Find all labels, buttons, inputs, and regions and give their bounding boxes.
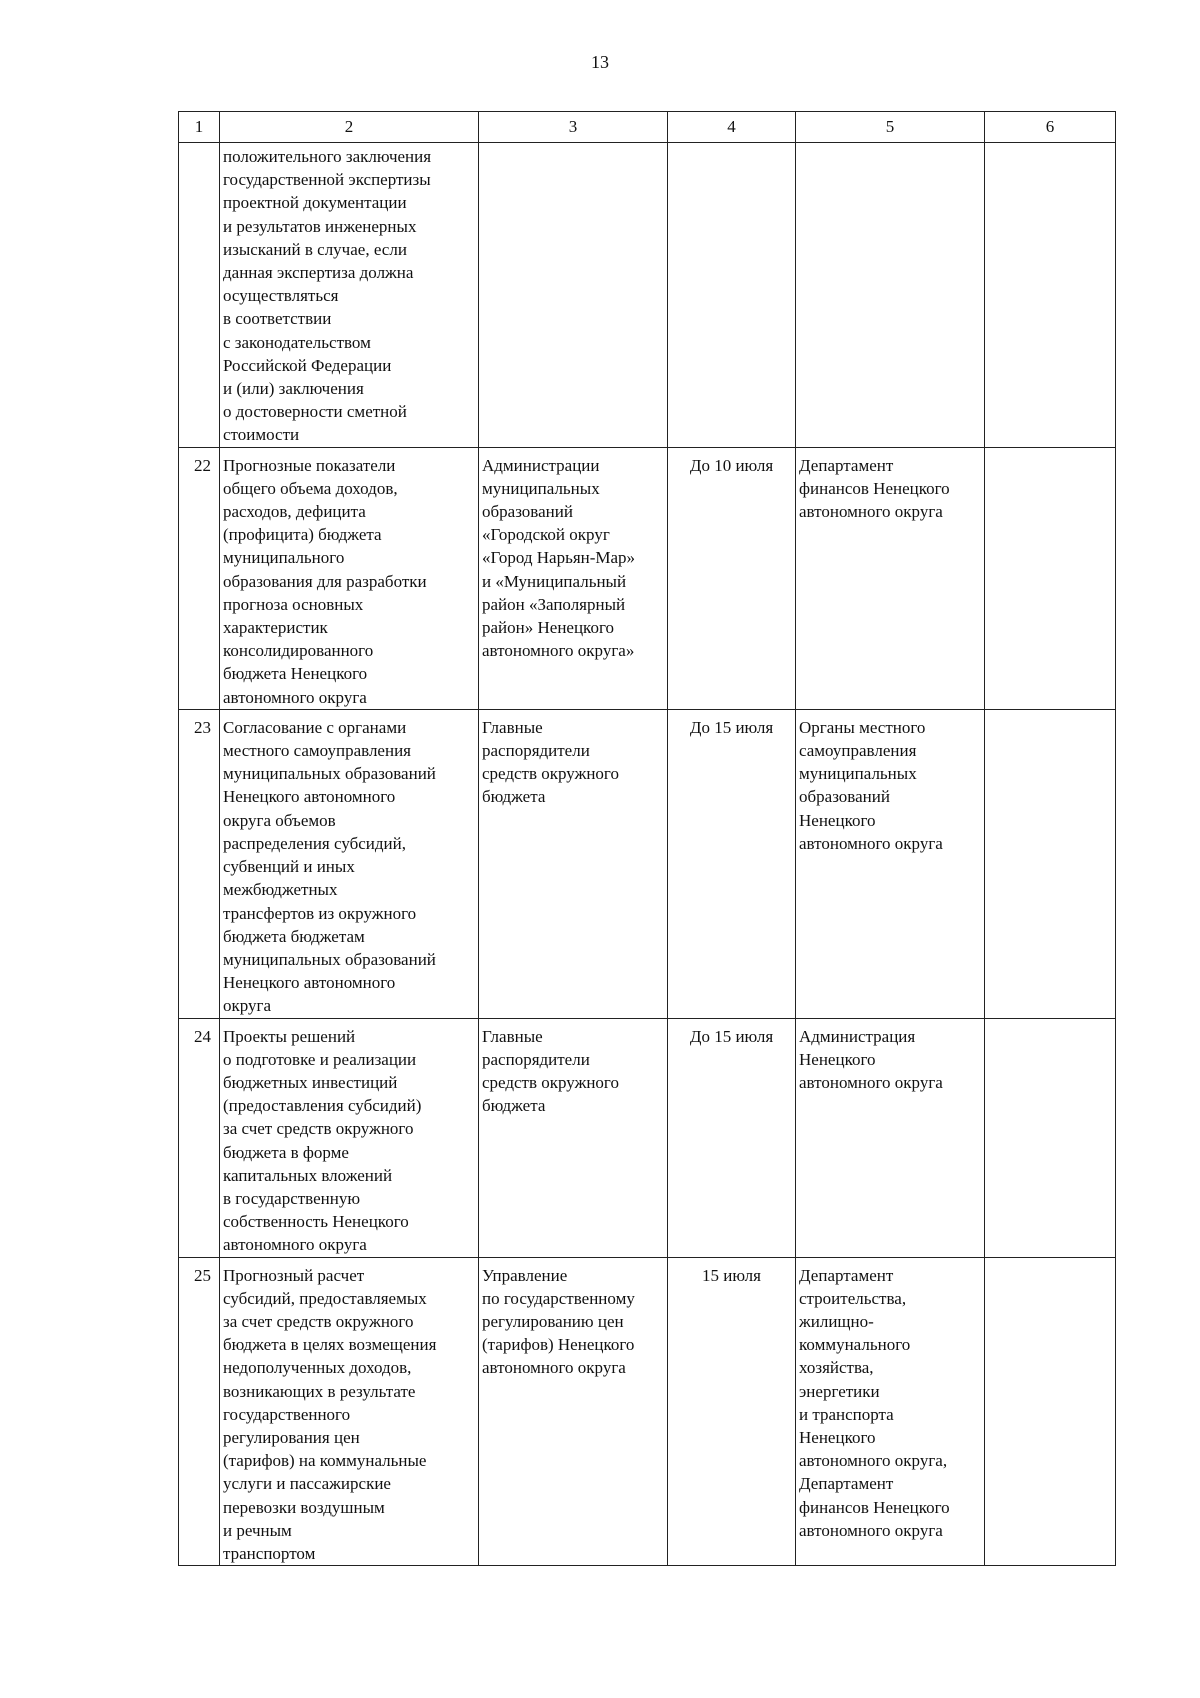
event-cell: Согласование с органами местного самоуправления муниципальных образований Ненецкого автономного округа объемов распределения субсидий, субвенций и иных межбюджетных трансфертов из окружного бюджета бюджетам муниципальных образований Ненецкого автономного округа bbox=[220, 709, 479, 1018]
deadline-cell: До 15 июля bbox=[668, 709, 796, 1018]
row-number: 24 bbox=[179, 1018, 220, 1257]
event-cell: Проекты решений о подготовке и реализации бюджетных инвестиций (предоставления субсидий) за счет средств окружного бюджета в форме капитальных вложений в государственную собственность Ненецкого автономного округа bbox=[220, 1018, 479, 1257]
note-cell bbox=[985, 143, 1116, 448]
deadline-cell: 15 июля bbox=[668, 1257, 796, 1566]
row-number: 25 bbox=[179, 1257, 220, 1566]
deadline-cell: До 10 июля bbox=[668, 447, 796, 709]
recipient-cell: Департамент строительства, жилищно- коммунального хозяйства, энергетики и транспорта Ненецкого автономного округа, Департамент финансов Ненецкого автономного округа bbox=[796, 1257, 985, 1566]
column-header-3: 3 bbox=[479, 112, 668, 143]
page-number: 13 bbox=[591, 52, 609, 72]
event-cell: Прогнозный расчет субсидий, предоставляемых за счет средств окружного бюджета в целях возмещения недополученных доходов, возникающих в результате государственного регулирования цен (тарифов) на коммунальные услуги и пассажирские перевозки воздушным и речным транспортом bbox=[220, 1257, 479, 1566]
recipient-cell: Департамент финансов Ненецкого автономного округа bbox=[796, 447, 985, 709]
source-cell: Главные распорядители средств окружного бюджета bbox=[479, 1018, 668, 1257]
recipient-cell bbox=[796, 143, 985, 448]
row-number bbox=[179, 143, 220, 448]
source-cell: Управление по государственному регулированию цен (тарифов) Ненецкого автономного округа bbox=[479, 1257, 668, 1566]
row-number: 22 bbox=[179, 447, 220, 709]
note-cell bbox=[985, 1018, 1116, 1257]
plan-table bbox=[178, 111, 1116, 1566]
deadline-cell: До 15 июля bbox=[668, 1018, 796, 1257]
table-row bbox=[179, 1257, 1116, 1566]
note-cell bbox=[985, 709, 1116, 1018]
table-header-row bbox=[179, 112, 1116, 143]
row-number: 23 bbox=[179, 709, 220, 1018]
event-cell: положительного заключения государственной экспертизы проектной документации и результатов инженерных изысканий в случае, если данная экспертиза должна осуществляться в соответствии с законодательством Российской Федерации и (или) заключения о достоверности сметной стоимости bbox=[220, 143, 479, 448]
table-row bbox=[179, 143, 1116, 448]
source-cell bbox=[479, 143, 668, 448]
event-cell: Прогнозные показатели общего объема доходов, расходов, дефицита (профицита) бюджета муниципального образования для разработки прогноза основных характеристик консолидированного бюджета Ненецкого автономного округа bbox=[220, 447, 479, 709]
source-cell: Администрации муниципальных образований «Городской округ «Город Нарьян-Мар» и «Муниципальный район «Заполярный район» Ненецкого автономного округа» bbox=[479, 447, 668, 709]
note-cell bbox=[985, 1257, 1116, 1566]
column-header-1: 1 bbox=[179, 112, 220, 143]
column-header-4: 4 bbox=[668, 112, 796, 143]
recipient-cell: Органы местного самоуправления муниципальных образований Ненецкого автономного округа bbox=[796, 709, 985, 1018]
column-header-2: 2 bbox=[220, 112, 479, 143]
note-cell bbox=[985, 447, 1116, 709]
deadline-cell bbox=[668, 143, 796, 448]
column-header-5: 5 bbox=[796, 112, 985, 143]
source-cell: Главные распорядители средств окружного бюджета bbox=[479, 709, 668, 1018]
recipient-cell: Администрация Ненецкого автономного округа bbox=[796, 1018, 985, 1257]
table-row bbox=[179, 709, 1116, 1018]
table-row bbox=[179, 447, 1116, 709]
table-row bbox=[179, 1018, 1116, 1257]
column-header-6: 6 bbox=[985, 112, 1116, 143]
